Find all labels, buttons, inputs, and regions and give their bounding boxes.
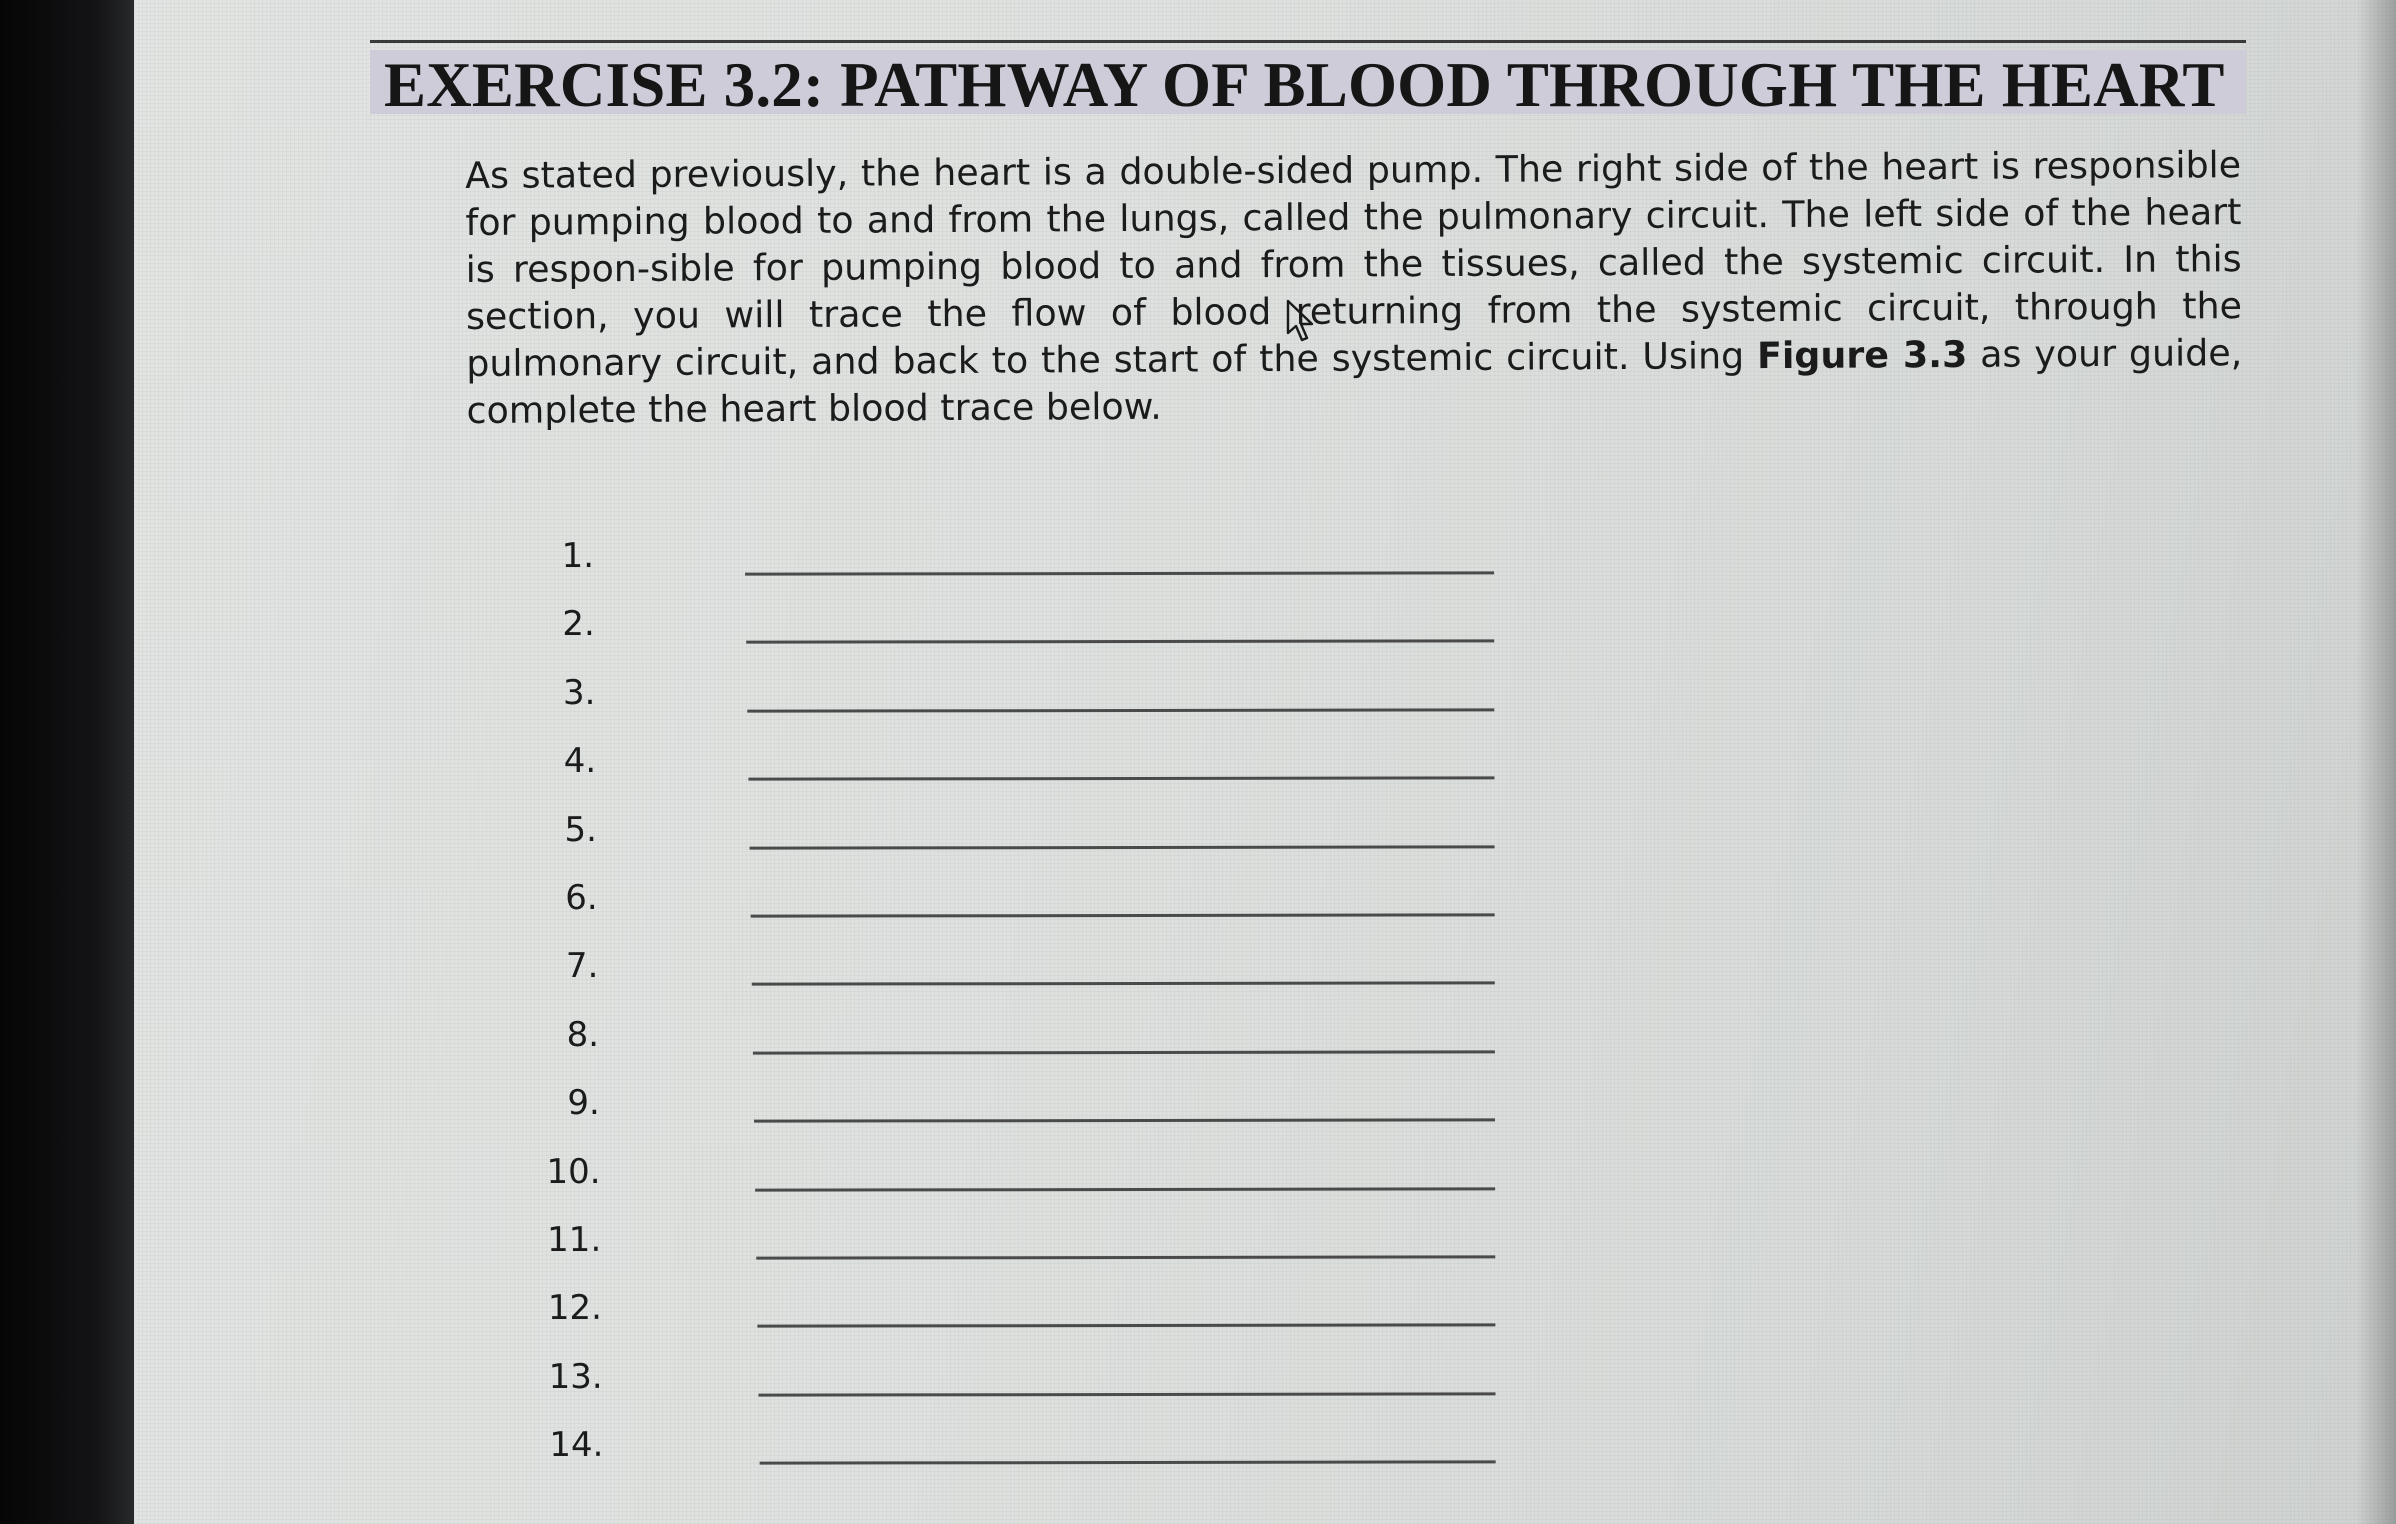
screen-edge-shadow (2356, 0, 2396, 1524)
answer-blank[interactable] (745, 571, 1494, 575)
trace-list-item (554, 530, 1514, 600)
item-number: 8. (566, 1014, 600, 1055)
trace-list-item (547, 1214, 1515, 1284)
item-number: 2. (562, 604, 595, 645)
item-number: 6. (565, 877, 598, 918)
trace-list-item (555, 872, 1515, 942)
answer-blank[interactable] (753, 1050, 1495, 1054)
answer-blank[interactable] (752, 982, 1495, 986)
exercise-title: EXERCISE 3.2: PATHWAY OF BLOOD THROUGH THE HEART (384, 50, 2225, 120)
trace-list-item (555, 1009, 1515, 1079)
item-number: 10. (546, 1151, 601, 1192)
trace-list-item (548, 1351, 1515, 1421)
screen (134, 0, 2396, 1524)
trace-list (546, 530, 1516, 1489)
trace-list-item (554, 804, 1514, 874)
trace-list-item (555, 941, 1515, 1011)
answer-blank[interactable] (756, 1255, 1495, 1259)
item-number: 3. (562, 672, 596, 713)
trace-list-item (554, 735, 1514, 805)
item-number: 14. (549, 1424, 604, 1466)
answer-blank[interactable] (746, 640, 1494, 644)
intro-text-2: as your guide, complete the heart blood trace below. (466, 331, 2243, 432)
answer-blank[interactable] (751, 913, 1495, 917)
item-number: 4. (563, 741, 597, 782)
item-number: 7. (565, 946, 599, 987)
monitor-bezel (0, 0, 138, 1524)
item-number: 12. (547, 1288, 602, 1329)
trace-list-item (555, 1077, 1515, 1147)
trace-list-item (549, 1419, 1516, 1489)
answer-blank[interactable] (755, 1187, 1495, 1191)
item-number: 9. (567, 1083, 600, 1124)
answer-blank[interactable] (759, 1392, 1496, 1396)
figure-reference: Figure 3.3 (1756, 332, 1968, 378)
title-rule (370, 40, 2246, 43)
trace-list-item (546, 1146, 1515, 1216)
answer-blank[interactable] (748, 777, 1494, 781)
document-page (134, 0, 2396, 1524)
answer-blank[interactable] (754, 1118, 1495, 1122)
trace-list-item (547, 1283, 1515, 1353)
trace-list-item (554, 667, 1514, 737)
item-number: 11. (547, 1219, 602, 1260)
answer-blank[interactable] (747, 708, 1494, 712)
item-number: 5. (564, 809, 597, 850)
answer-blank[interactable] (757, 1324, 1495, 1328)
intro-text-1: As stated previously, the heart is a double-sided pump. The right side of the heart is responsible for pumping blood to and from the lungs, called the pulmonary circuit. The left side of the heart is respon-sible for pumping blood to and from the tissues, called the systemic circuit. In this section, you will trace the flow of blood returning from the systemic circuit, through the pulmonary circuit, and back to the start of the systemic circuit. Using (465, 143, 2243, 385)
item-number: 13. (548, 1356, 603, 1397)
item-number: 1. (561, 535, 595, 576)
intro-paragraph (465, 141, 2243, 434)
trace-list-item (554, 599, 1514, 669)
answer-blank[interactable] (760, 1460, 1496, 1464)
answer-blank[interactable] (750, 845, 1495, 849)
arrow-pointer-icon (1286, 299, 1316, 343)
